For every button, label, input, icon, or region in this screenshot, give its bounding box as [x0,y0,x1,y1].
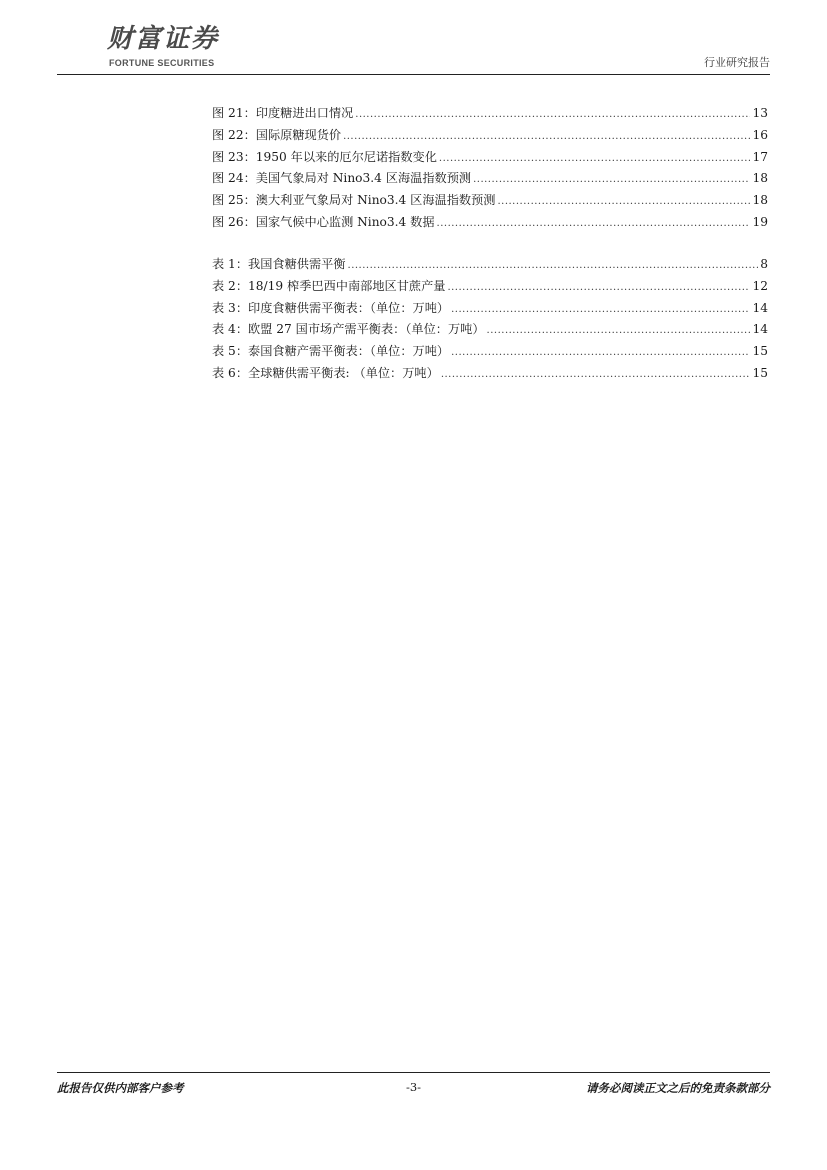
toc-leader-dots [497,191,750,213]
toc-leader-dots [348,255,759,277]
toc-leader-dots [447,277,750,299]
toc-entry[interactable] [212,190,768,212]
toc-entry-page: 16 [752,127,768,142]
header-divider [57,74,770,75]
document-type-label: 行业研究报告 [704,56,770,69]
toc-entry[interactable] [212,341,768,363]
toc-entry-title: 我国食糖供需平衡 [248,257,346,271]
page-header [57,18,770,76]
toc-entry-label: 图 21： [212,106,256,120]
toc-leader-dots [487,320,751,342]
toc-entry[interactable] [212,298,768,320]
toc-entry-label: 图 25： [212,193,256,208]
table-list [212,254,768,385]
toc-entry-page: 14 [752,322,768,337]
toc-entry[interactable] [212,103,768,125]
toc-leader-dots [343,126,750,148]
toc-entry-page: 13 [752,106,768,120]
toc-entry-title: 印度糖进出口情况 [255,106,354,120]
toc-entry-page: 18 [752,193,768,208]
toc-entry[interactable] [212,168,768,190]
toc-entry-label: 表 5： [212,344,249,359]
logo-chinese-name: 财富证券 [107,24,220,54]
toc-entry-title: 全球糖供需平衡表: （单位：万吨） [248,365,439,380]
toc-entry-page: 17 [752,149,768,164]
toc-entry-page: 19 [752,214,768,229]
toc-leader-dots [355,104,750,126]
toc-entry-label: 表 6： [212,365,249,380]
toc-entry-label: 表 1： [212,257,249,271]
toc-leader-dots [437,213,751,235]
toc-entry-title: 欧盟 27 国市场产需平衡表：（单位：万吨） [248,322,485,337]
toc-entry[interactable] [212,125,768,147]
footer-disclaimer-left: 此报告仅供内部客户参考 [57,1081,184,1095]
toc-entry[interactable] [212,363,768,385]
toc-entry-page: 15 [752,365,768,380]
toc-entry-label: 表 3： [212,300,249,315]
toc-entry-title: 泰国食糖产需平衡表：（单位：万吨） [248,344,450,359]
toc-entry-title: 1950 年以来的厄尔尼诺指数变化 [255,149,437,164]
footer-divider [57,1072,770,1073]
logo-english-name: FORTUNE SECURITIES [109,58,215,68]
toc-entry[interactable] [212,254,768,276]
footer-disclaimer-right: 请务必阅读正文之后的免责条款部分 [586,1081,770,1095]
toc-entry-page: 8 [760,257,768,271]
toc-entry-title: 澳大利亚气象局对 Nino3.4 区海温指数预测 [255,193,496,208]
toc-leader-dots [473,169,750,191]
toc-entry-title: 国际原糖现货价 [255,127,342,142]
toc-entry-page: 18 [752,171,768,186]
toc-entry-label: 表 2： [212,278,249,293]
toc-entry[interactable] [212,319,768,341]
page-number: -3- [405,1080,422,1094]
toc-entry[interactable] [212,212,768,234]
toc-entry-title: 国家气候中心监测 Nino3.4 数据 [255,214,435,229]
page-footer [57,1080,770,1100]
toc-leader-dots [451,342,750,364]
toc-entry[interactable] [212,147,768,169]
toc-entry[interactable] [212,276,768,298]
toc-entry-page: 14 [752,300,768,315]
figure-list [212,103,768,234]
toc-entry-label: 表 4： [212,322,249,337]
toc-entry-label: 图 22： [212,127,256,142]
toc-entry-page: 12 [752,278,768,293]
toc-entry-label: 图 26： [212,214,256,229]
toc-entry-title: 美国气象局对 Nino3.4 区海温指数预测 [255,171,472,186]
toc-entry-page: 15 [752,344,768,359]
toc-entry-label: 图 23： [212,149,256,164]
toc-leader-dots [441,364,751,386]
toc-entry-title: 18/19 榨季巴西中南部地区甘蔗产量 [248,278,446,293]
toc-entry-title: 印度食糖供需平衡表：（单位：万吨） [248,300,450,315]
toc-leader-dots [439,148,751,170]
company-logo [107,24,267,68]
toc-entry-label: 图 24： [212,171,256,186]
toc-leader-dots [451,299,750,321]
